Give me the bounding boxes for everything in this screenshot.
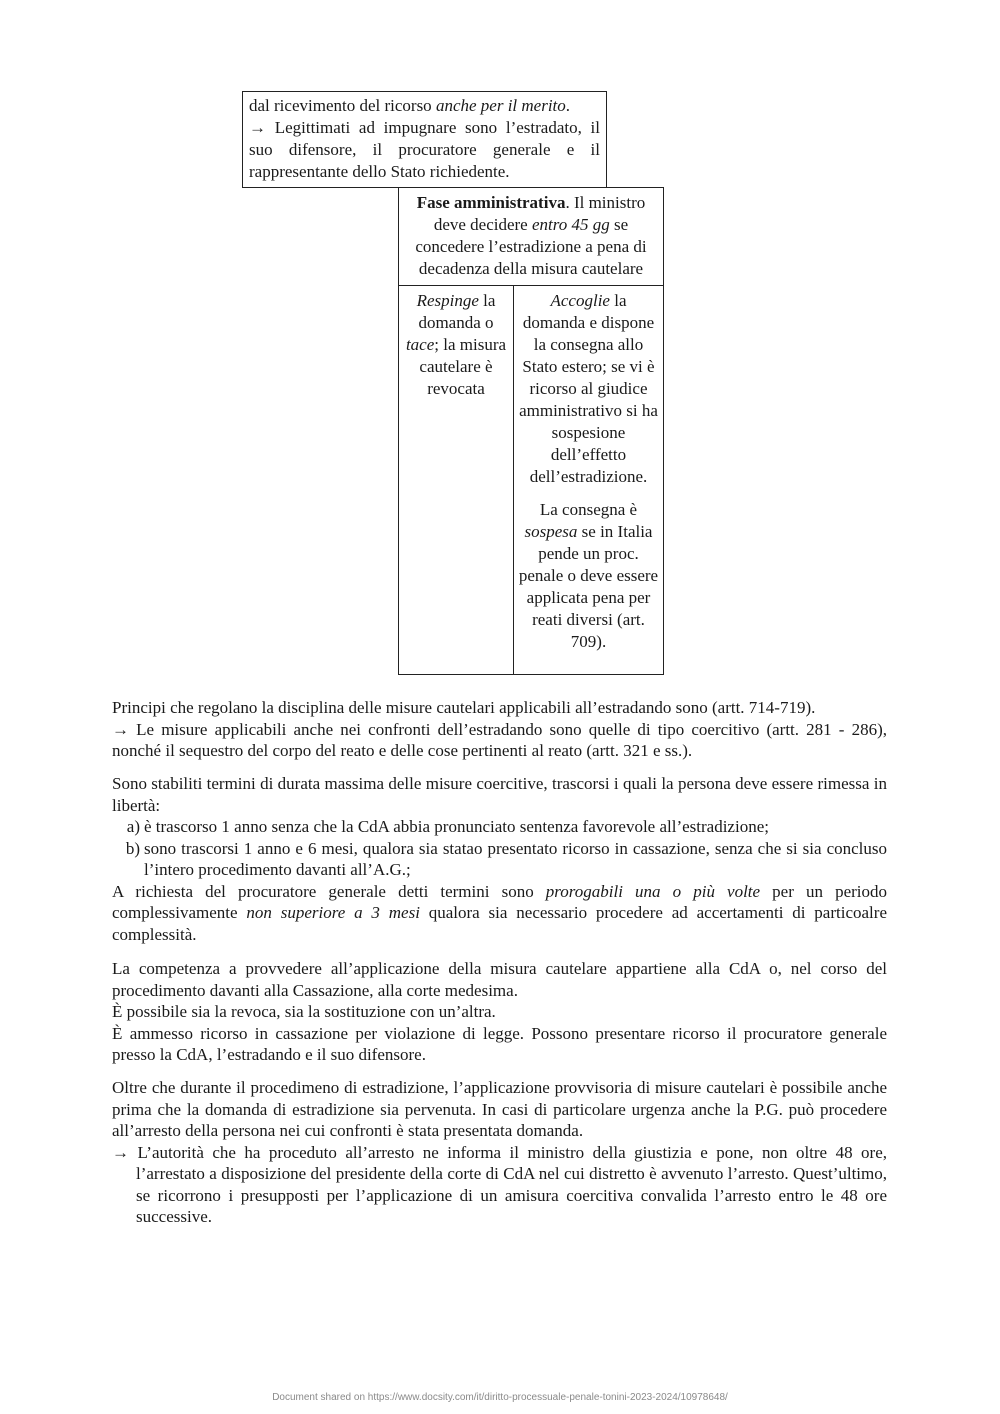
competence-line: La competenza a provvedere all’applicazione della misura cautelare appartiene alla CdA o, nel corso del procedimento davanti alla Cassazione, alla corte medesima. bbox=[112, 959, 887, 1000]
accept-text: la domanda e dispone la consegna allo Stato estero; se vi è ricorso al giudice amministrativo si ha sospesione dell’effetto dell’estradizione. bbox=[519, 291, 658, 486]
revocation-line: È possibile sia la revoca, sia la sostituzione con un’altra. bbox=[112, 1002, 496, 1021]
measures-line: → Le misure applicabili anche nei confronti dell’estradando sono quelle di tipo coercitivo (artt. 281 - 286), nonché il sequestro del corpo del reato e delle cose pertinenti al reato (artt. 321 e ss.). bbox=[112, 719, 887, 760]
footer-source: Document shared on https://www.docsity.com/it/diritto-processuale-penale-tonini-2023-2024/10978648/ bbox=[272, 1392, 728, 1403]
provisional-line: Oltre che durante il procedimeno di estradizione, l’applicazione provvisoria di misure cautelari è possibile anche prima che la domanda di estradizione sia pervenuta. In casi di particolare urgenza anche la P.G. può procedere all’arresto della persona nei cui confronti è stata presentata domanda. bbox=[112, 1078, 887, 1140]
list-text: è trascorso 1 anno senza che la CdA abbia pronunciato sentenza favorevole all’estradizione; bbox=[144, 817, 769, 836]
appeal-legitimated: → Legittimati ad impugnare sono l’estradato, il suo difensore, il procuratore generale e il rappresentante dello Stato richiedente. bbox=[249, 118, 600, 181]
section-competence bbox=[112, 958, 887, 1066]
admin-text-1: . Il ministro deve decidere bbox=[433, 193, 646, 234]
section-provisional bbox=[112, 1077, 887, 1228]
list-marker: a) bbox=[126, 817, 140, 836]
admin-phase-title: Fase amministrativa bbox=[416, 193, 566, 212]
accept-paragraph-2 bbox=[518, 499, 659, 653]
list-marker: b) bbox=[125, 838, 140, 858]
section-terms bbox=[112, 773, 887, 945]
outro-text-3: qualora sia necessario procedere ad accertamenti di particoalre complessità. bbox=[112, 903, 887, 944]
admin-deadline: entro 45 gg bbox=[531, 215, 610, 234]
suspend-italic: sospesa bbox=[524, 522, 578, 541]
suspend-text-1: La consegna è bbox=[539, 500, 638, 519]
flow-box-administrative-phase bbox=[398, 187, 664, 286]
admin-text-2: se concedere l’estradizione a pena di decadenza della misura cautelare bbox=[415, 215, 647, 278]
reject-text-1: la domanda o bbox=[418, 291, 496, 332]
flow-box-accept bbox=[513, 285, 664, 675]
section-principles bbox=[112, 697, 887, 762]
appeal-italic: anche per il merito bbox=[435, 96, 566, 115]
reject-italic-1: Respinge bbox=[416, 291, 479, 310]
flow-box-appeal bbox=[242, 91, 607, 188]
outro-italic-1: prorogabili una o più volte bbox=[545, 881, 761, 901]
appeal-period: . bbox=[565, 96, 571, 115]
accept-paragraph-1 bbox=[518, 290, 659, 488]
outro-text-2: per un periodo complessivamente bbox=[112, 881, 887, 922]
list-item bbox=[112, 838, 887, 881]
reject-italic-2: tace bbox=[405, 335, 435, 354]
terms-outro bbox=[112, 881, 887, 946]
terms-intro: Sono stabiliti termini di durata massima delle misure coercitive, trascorsi i quali la persona deve essere rimessa in libertà: bbox=[112, 774, 887, 815]
appeal-text: dal ricevimento del ricorso bbox=[249, 96, 436, 115]
accept-italic: Accoglie bbox=[550, 291, 610, 310]
reject-text-2: ; la misura cautelare è revocata bbox=[419, 335, 507, 398]
appeal-line: È ammesso ricorso in cassazione per violazione di legge. Possono presentare ricorso il procuratore generale presso la CdA, l’estradando e il suo difensore. bbox=[112, 1023, 887, 1064]
arrest-line: → L’autorità che ha proceduto all’arresto ne informa il ministro della giustizia e pone, non oltre 48 ore, l’arrestato a disposizione del presidente della corte di CdA nel cui distretto è avvenuto l’arresto. Quest’ultimo, se ricorrono i presupposti per l’applicazione di un amisura coercitiva convalida l’arresto entro le 48 ore successive. bbox=[112, 1142, 887, 1226]
flow-box-reject bbox=[398, 285, 514, 675]
suspend-text-2: se in Italia pende un proc. penale o deve essere applicata pena per reati diversi (art. 709). bbox=[518, 522, 659, 651]
outro-italic-2: non superiore a 3 mesi bbox=[246, 903, 420, 922]
outro-text-1: A richiesta del procuratore generale detti termini sono bbox=[112, 881, 546, 901]
list-item bbox=[112, 816, 887, 838]
principles-line: Principi che regolano la disciplina delle misure cautelari applicabili all’estradando sono (artt. 714-719). bbox=[112, 698, 816, 717]
list-text: sono trascorsi 1 anno e 6 mesi, qualora sia statao presentato ricorso in cassazione, senza che si sia concluso l’intero procedimento davanti all’A.G.; bbox=[144, 838, 887, 879]
